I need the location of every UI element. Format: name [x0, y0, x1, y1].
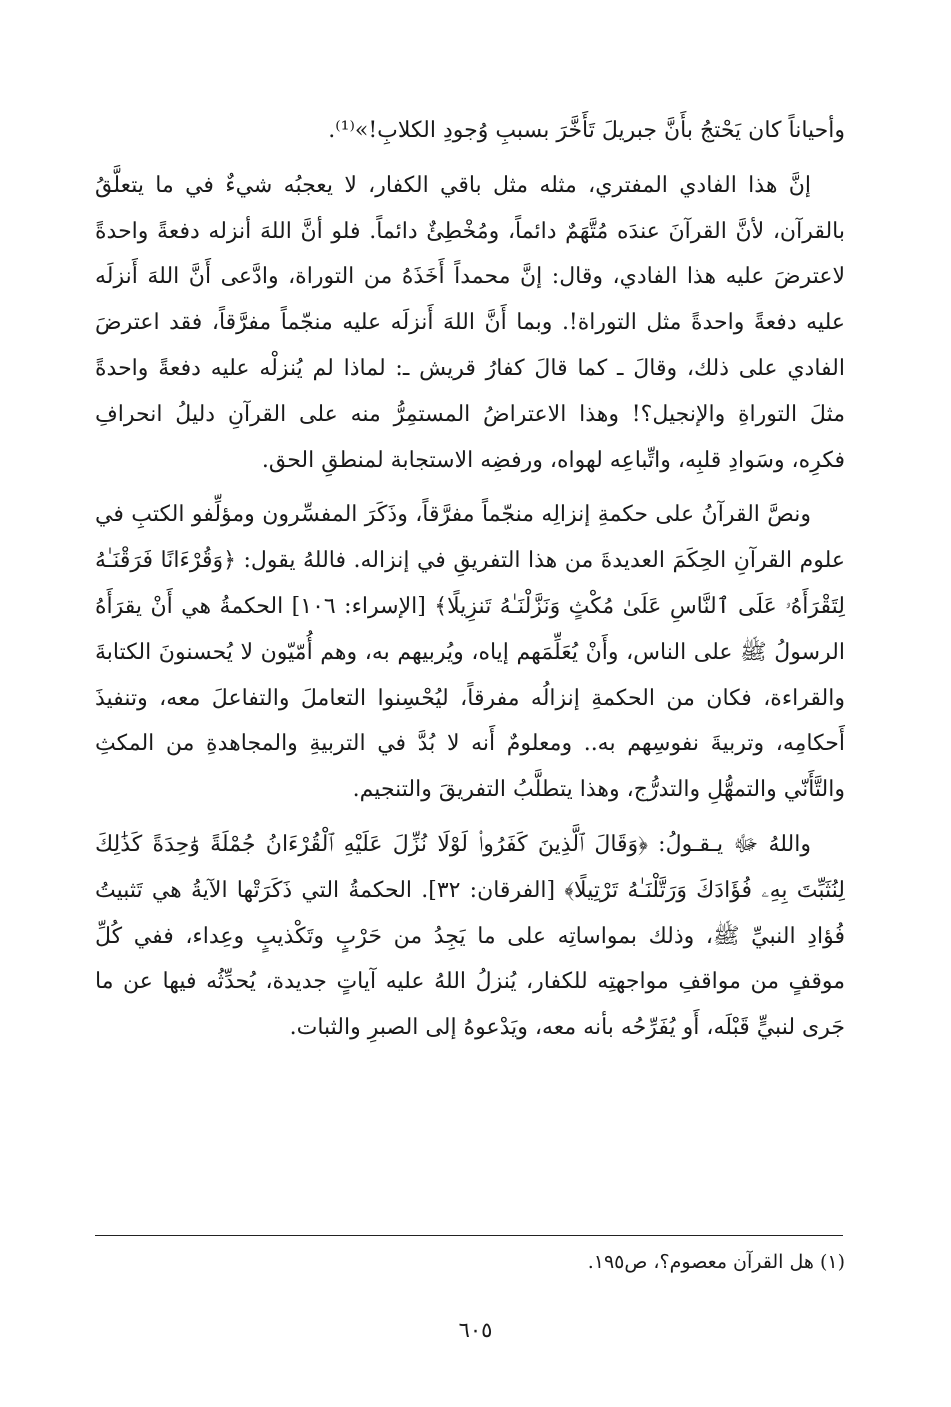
- footnote: (١) هل القرآن معصوم؟، ص١٩٥.: [587, 1251, 845, 1273]
- footnote-separator: [95, 1235, 843, 1236]
- page-body: [95, 108, 845, 1051]
- paragraph-critique: إنَّ هذا الفادي المفتري، مثله مثل باقي الكفار، لا يعجبُه شيءٌ في ما يتعلَّقُ بالقرآن، لأنَّ القرآنَ عندَه مُتَّهَمٌ دائماً، ومُخْطِئٌ دائماً. فلو أنَّ اللهَ أنزله دفعةً واحدةً لاعترضَ عليه هذا الفادي، وقال: إنَّ محمداً أَخَذَهُ من التوراة، وادَّعى أَنَّ اللهَ أَنزلَه عليه دفعةً واحدةً مثل التوراة!. وبما أَنَّ اللهَ أَنزلَه عليه منجّماً مفرَّقاً، فقد اعترضَ الفادي على ذلك، وقالَ ـ كما قالَ كفارُ قريش ـ: لماذا لم يُنزلْه عليه دفعةً واحدةً مثلَ التوراةِ والإنجيل؟! وهذا الاعتراضُ المستمِرُّ منه على القرآنِ دليلُ انحرافِ فكرِه، وسَوادِ قلبِه، واتِّباعِه لهواه، ورفضِه الاستجابة لمنطقِ الحق.: [95, 172, 846, 473]
- paragraph-quote-end: وأحياناً كان يَحْتجُ بأَنَّ جبريلَ تَأَخَّرَ بسببِ وُجودِ الكلابِ!»⁽¹⁾.: [328, 118, 845, 143]
- page-number: ٦٠٥: [458, 1318, 493, 1342]
- paragraph-wisdom-revelation: ونصَّ القرآنُ على حكمةِ إنزالِه منجّماً مفرَّقاً، وذَكَرَ المفسِّرون ومؤلِّفو الكتبِ في علوم القرآنِ الحِكَمَ العديدةَ من هذا التفريقِ في إنزاله. فاللهُ يقول: ﴿وَقُرْءَانًا فَرَقْنَـٰهُ لِتَقْرَأَهُۥ عَلَى ٱلنَّاسِ عَلَىٰ مُكْثٍ وَنَزَّلْنَـٰهُ تَنزِيلًا﴾ [الإسراء: ١٠٦] الحكمةُ هي أَنْ يقرَأَهُ الرسولُ ﷺ على الناس، وأَنْ يُعَلِّمَهم إياه، ويُربيهم به، وهم أُمّيّون لا يُحسنونَ الكتابةَ والقراءة، فكان من الحكمةِ إنزالُه مفرقاً، ليُحْسِنوا التعاملَ والتفاعلَ معه، وتنفيذَ أَحكامِه، وتربيةَ نفوسِهم به.. ومعلومٌ أَنه لا بُدَّ في التربيةِ والمجاهدةِ من المكثِ والتَّأَنّي والتمهُّلِ والتدرُّج، وهذا يتطلَّبُ التفريقَ والتنجيم.: [95, 502, 845, 803]
- paragraph-furqan-verse: واللهُ ﷻ يـقـولُ: ﴿وَقَالَ ٱلَّذِينَ كَفَرُوا۟ لَوْلَا نُزِّلَ عَلَيْهِ ٱلْقُرْءَانُ جُمْلَةً وَٰحِدَةً كَذَٰلِكَ لِنُثَبِّتَ بِهِۦ فُؤَادَكَ وَرَتَّلْنَـٰهُ تَرْتِيلًا﴾ [الفرقان: ٣٢]. الحكمةُ التي ذَكَرَتْها الآيةُ هي تَثبيتُ فُؤادِ النبيِّ ﷺ، وذلك بمواساتِه على ما يَجِدُ من حَرْبٍ وتَكْذيبٍ وعِداء، ففي كُلِّ موقفٍ من مواقفِ مواجهتِه للكفار، يُنزلُ اللهُ عليه آياتٍ جديدة، يُحدِّثُه فيها عن ما جَرى لنبيٍّ قَبْلَه، أَو يُفَرِّحُه بأنه معه، ويَدْعوهُ إلى الصبرِ والثبات.: [95, 831, 845, 1041]
